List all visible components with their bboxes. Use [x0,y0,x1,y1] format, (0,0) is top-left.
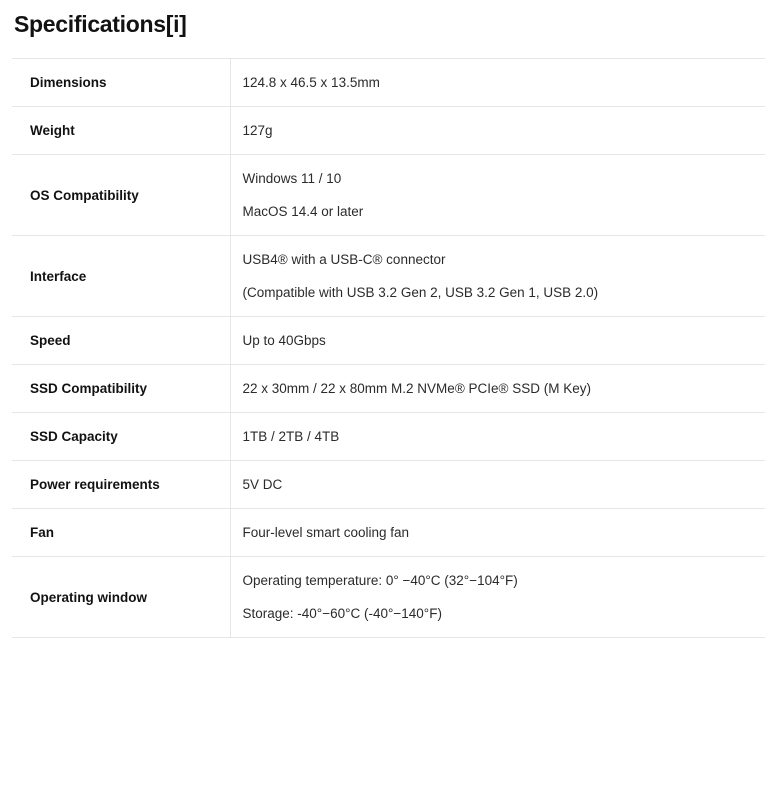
spec-label: OS Compatibility [12,155,230,236]
spec-value-line: Operating temperature: 0° −40°C (32°−104°F) [242,573,518,588]
spec-value [230,107,765,155]
spec-value-line: Storage: -40°−60°C (-40°−140°F) [242,606,442,621]
page-title: Specifications[i] [14,11,187,37]
spec-value-line: 5V DC [242,477,283,492]
spec-value-line: USB4® with a USB-C® connector [242,252,446,267]
table-row [12,461,765,509]
spec-value [230,413,765,461]
table-row [12,59,765,107]
spec-label: Dimensions [12,59,230,107]
spec-value-line: 127g [242,123,273,138]
table-row [12,236,765,317]
spec-value-line: 1TB / 2TB / 4TB [242,429,340,444]
spec-label: Weight [12,107,230,155]
spec-label: Operating window [12,557,230,638]
spec-value-line: (Compatible with USB 3.2 Gen 2, USB 3.2 Gen 1, USB 2.0) [242,285,599,300]
specifications-table-body [12,59,765,638]
table-row [12,317,765,365]
spec-value [230,155,765,236]
table-row [12,155,765,236]
spec-label: SSD Capacity [12,413,230,461]
spec-value [230,461,765,509]
table-row [12,107,765,155]
specifications-table [12,58,765,638]
spec-value [230,236,765,317]
spec-label: Speed [12,317,230,365]
spec-label: SSD Compatibility [12,365,230,413]
specifications-page [0,8,777,638]
spec-label: Interface [12,236,230,317]
spec-value-line: Up to 40Gbps [242,333,326,348]
spec-label: Power requirements [12,461,230,509]
spec-value [230,317,765,365]
spec-label: Fan [12,509,230,557]
spec-value [230,557,765,638]
table-row [12,413,765,461]
spec-value-line: 22 x 30mm / 22 x 80mm M.2 NVMe® PCIe® SSD (M Key) [242,381,591,396]
spec-value [230,509,765,557]
table-row [12,365,765,413]
spec-value-line: 124.8 x 46.5 x 13.5mm [242,75,380,90]
spec-value-line: Windows 11 / 10 [242,171,342,186]
spec-value [230,59,765,107]
spec-value-line: MacOS 14.4 or later [242,204,364,219]
table-row [12,557,765,638]
spec-value-line: Four-level smart cooling fan [242,525,410,540]
table-row [12,509,765,557]
spec-value [230,365,765,413]
